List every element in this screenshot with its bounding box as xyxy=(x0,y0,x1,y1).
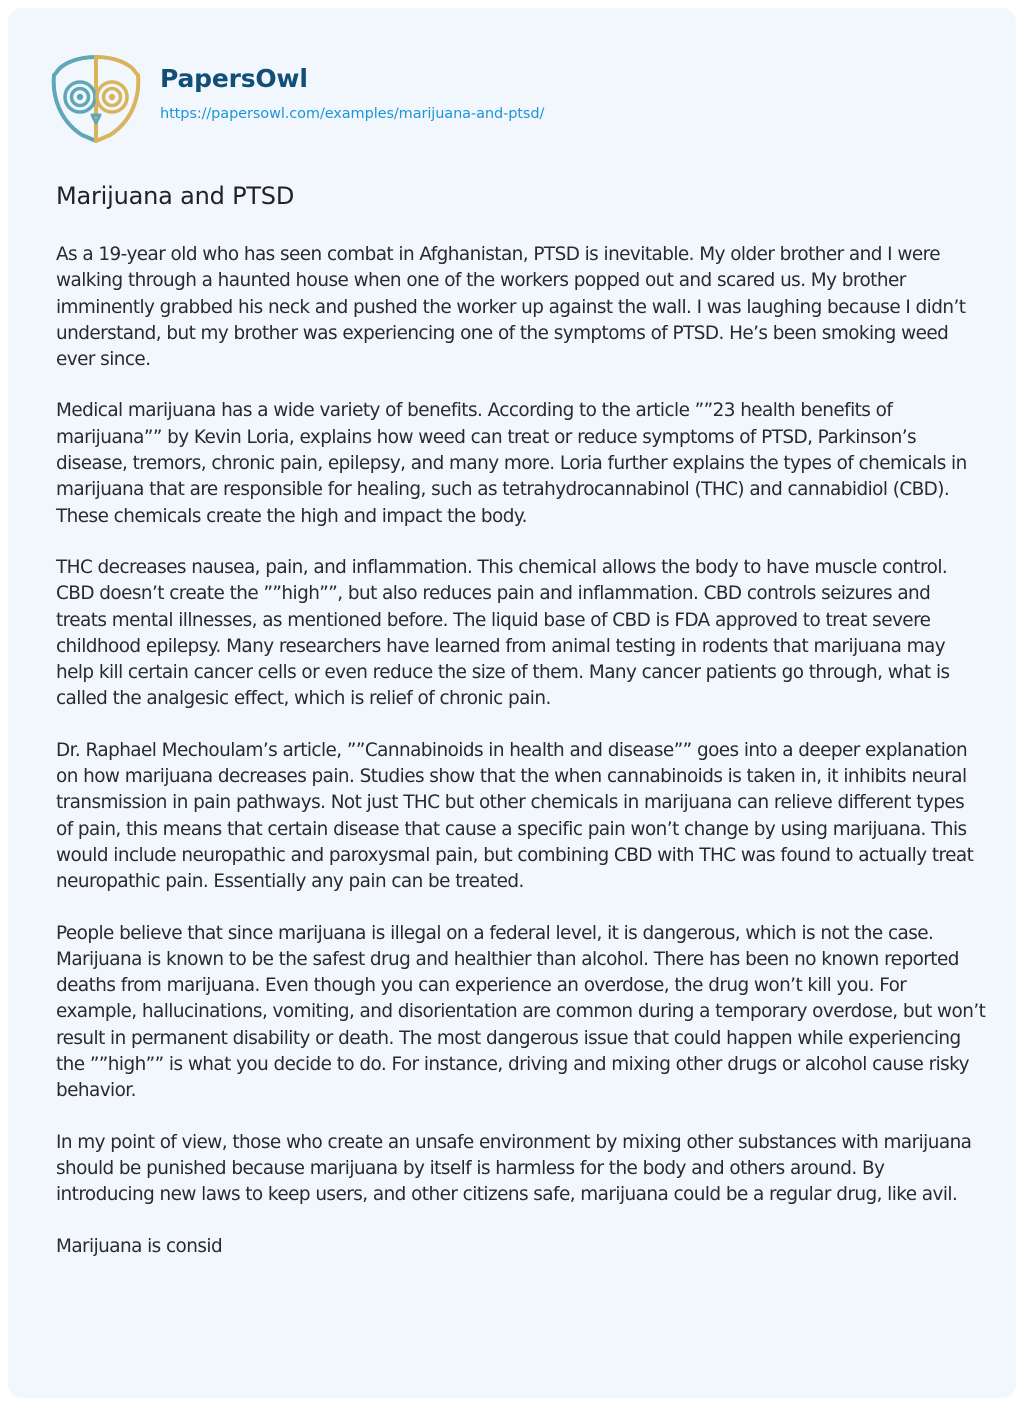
paragraph: People believe that since marijuana is illegal on a federal level, it is dangerous, which is not the case. Marijuana is known to be the safest drug and healthier than alcohol. There has been no known reported deaths from marijuana. Even though you can experience an overdose, the drug won’t kill you. For example, hallucinations, vomiting, and disorientation are common during a temporary overdose, but won’t result in permanent disability or death. The most dangerous issue that could happen while experiencing the ””high”” is what you decide to do. For instance, driving and mixing other drugs or alcohol cause risky behavior. xyxy=(56,922,986,1102)
site-header xyxy=(48,58,545,138)
essay-body xyxy=(56,242,986,1285)
paragraph: In my point of view, those who create an unsafe environment by mixing other substances with marijuana should be punished because marijuana by itself is harmless for the body and others around. By introducing new laws to keep users, and other citizens safe, marijuana could be a regular drug, like avil. xyxy=(56,1131,972,1206)
paragraph: THC decreases nausea, pain, and inflammation. This chemical allows the body to have muscle control. CBD doesn’t create the ””high””, but also reduces pain and inflammation. CBD controls seizures and treats mental illnesses, as mentioned before. The liquid base of CBD is FDA approved to treat severe childhood epilepsy. Many researchers have learned from animal testing in rodents that marijuana may help kill certain cancer cells or even reduce the size of them. Many cancer patients go through, what is called the analgesic effect, which is relief of chronic pain. xyxy=(56,556,950,710)
brand-block xyxy=(160,64,720,123)
paragraph: Medical marijuana has a wide variety of benefits. According to the article ””23 health benefits of marijuana”” by Kevin Loria, explains how weed can treat or reduce symptoms of PTSD, Parkinson’s disease, tremors, chronic pain, epilepsy, and many more. Loria further explains the types of chemicals in marijuana that are responsible for healing, such as tetrahydrocannabinol (THC) and cannabidiol (CBD). These chemicals create the high and impact the body. xyxy=(56,400,967,527)
paragraph: As a 19-year old who has seen combat in Afghanistan, PTSD is inevitable. My older brother and I were walking through a haunted house when one of the workers popped out and scared us. My brother imminently grabbed his neck and pushed the worker up against the wall. I was laughing because I didn’t understand, but my brother was experiencing one of the symptoms of PTSD. He’s been smoking weed ever since. xyxy=(56,244,966,371)
paragraph: Dr. Raphael Mechoulam’s article, ””Cannabinoids in health and disease”” goes into a deeper explanation on how marijuana decreases pain. Studies show that the when cannabinoids is taken in, it inhibits neural transmission in pain pathways. Not just THC but other chemicals in marijuana can relieve different types of pain, this means that certain disease that cause a specific pain won’t change by using marijuana. This would include neuropathic and paroxysmal pain, but combining CBD with THC was found to actually treat neuropathic pain. Essentially any pain can be treated. xyxy=(56,739,974,893)
owl-logo-icon[interactable] xyxy=(48,51,144,143)
paragraph-truncated: Marijuana is consid xyxy=(56,1235,223,1257)
site-name[interactable]: PapersOwl xyxy=(160,64,308,93)
essay-card xyxy=(8,8,1016,1398)
site-url-link[interactable]: https://papersowl.com/examples/marijuana-and-ptsd/ xyxy=(160,106,545,122)
essay-title: Marijuana and PTSD xyxy=(56,182,295,210)
